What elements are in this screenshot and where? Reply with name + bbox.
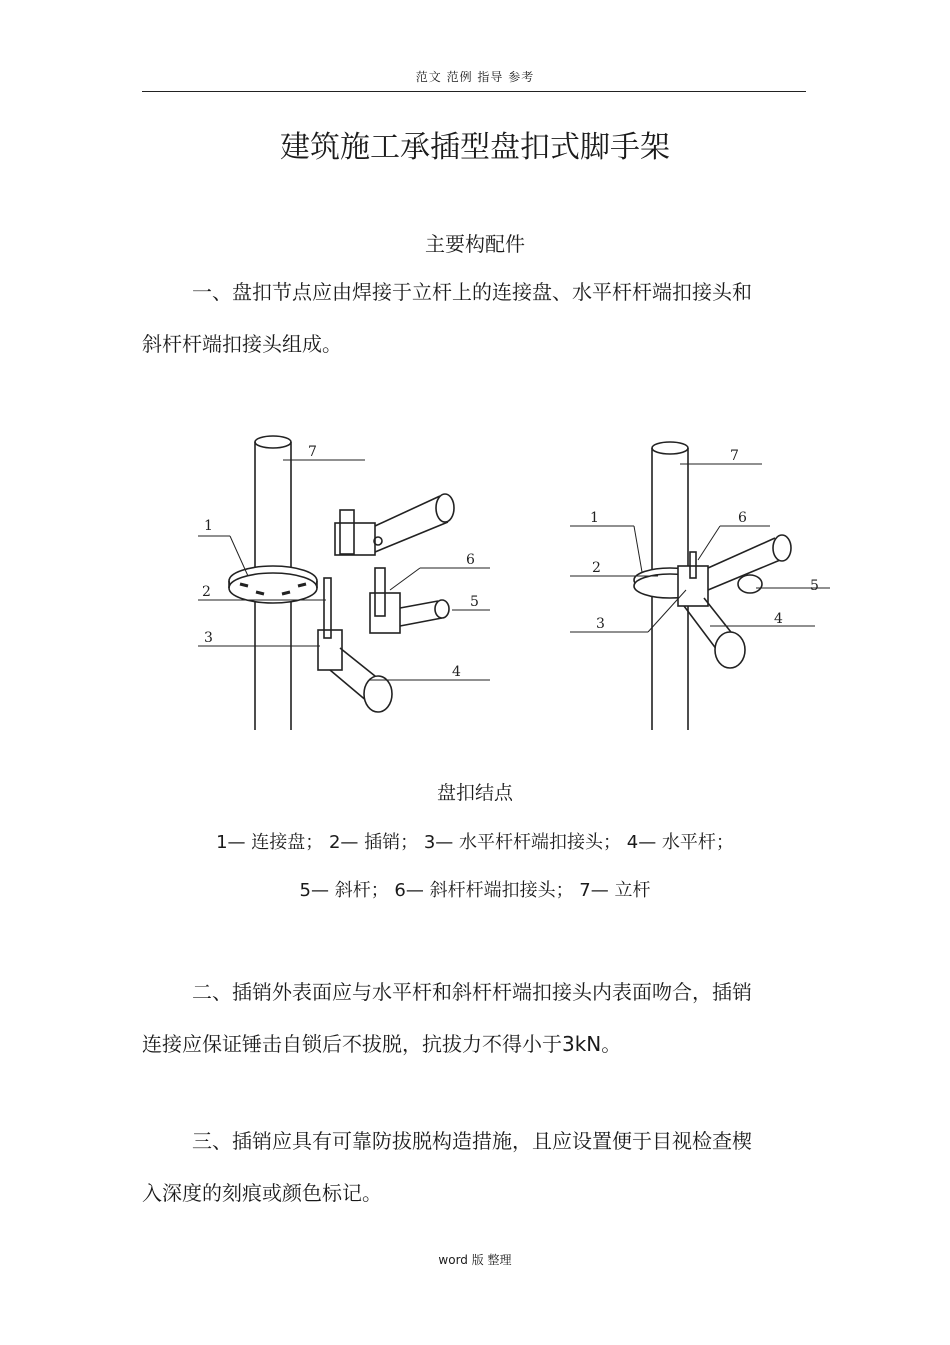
document-title: 建筑施工承插型盘扣式脚手架 — [280, 130, 670, 165]
left-labels — [202, 444, 479, 680]
section-subtitle: 主要构配件 — [425, 232, 525, 256]
right-label-2: 2 — [592, 560, 601, 576]
left-label-1: 1 — [204, 518, 213, 534]
page-header: 范文 范例 指导 参考 — [415, 70, 535, 84]
left-label-7: 7 — [308, 444, 317, 460]
legend-line-2: 5— 斜杆； 6— 斜杆杆端扣接头； 7— 立杆 — [299, 880, 651, 901]
right-drawing — [570, 442, 830, 730]
left-label-5: 5 — [470, 594, 479, 610]
paragraph-3: 三、插销应具有可靠防拔脱构造措施，且应设置便于目视检查楔入深度的刻痕或颜色标记。 — [142, 1129, 752, 1205]
paragraph-3-block — [142, 1115, 762, 1219]
right-label-6: 6 — [738, 510, 747, 526]
header-rule — [142, 91, 806, 92]
left-label-3: 3 — [204, 630, 213, 646]
legend-line-1: 1— 连接盘； 2— 插销； 3— 水平杆杆端扣接头； 4— 水平杆； — [216, 832, 734, 853]
left-label-2: 2 — [202, 584, 211, 600]
page-footer: word 版 整理 — [438, 1253, 512, 1267]
paragraph-1: 一、盘扣节点应由焊接于立杆上的连接盘、水平杆杆端扣接头和斜杆杆端扣接头组成。 — [142, 280, 752, 356]
disc-lock-node-figure — [190, 418, 860, 768]
right-label-5: 5 — [810, 578, 819, 594]
right-label-7: 7 — [730, 448, 739, 464]
right-label-4: 4 — [774, 611, 783, 627]
left-label-4: 4 — [452, 664, 461, 680]
paragraph-2-block — [142, 966, 762, 1070]
paragraph-2: 二、插销外表面应与水平杆和斜杆杆端扣接头内表面吻合，插销连接应保证锤击自锁后不拔脱，抗拔力不得小于3kN。 — [142, 980, 752, 1056]
node-drawings — [190, 418, 860, 768]
figure-caption: 盘扣结点 — [436, 782, 513, 804]
right-label-1: 1 — [590, 510, 599, 526]
right-label-3: 3 — [596, 616, 605, 632]
paragraph-1-block — [142, 266, 762, 370]
left-drawing — [198, 436, 490, 730]
left-label-6: 6 — [466, 552, 475, 568]
